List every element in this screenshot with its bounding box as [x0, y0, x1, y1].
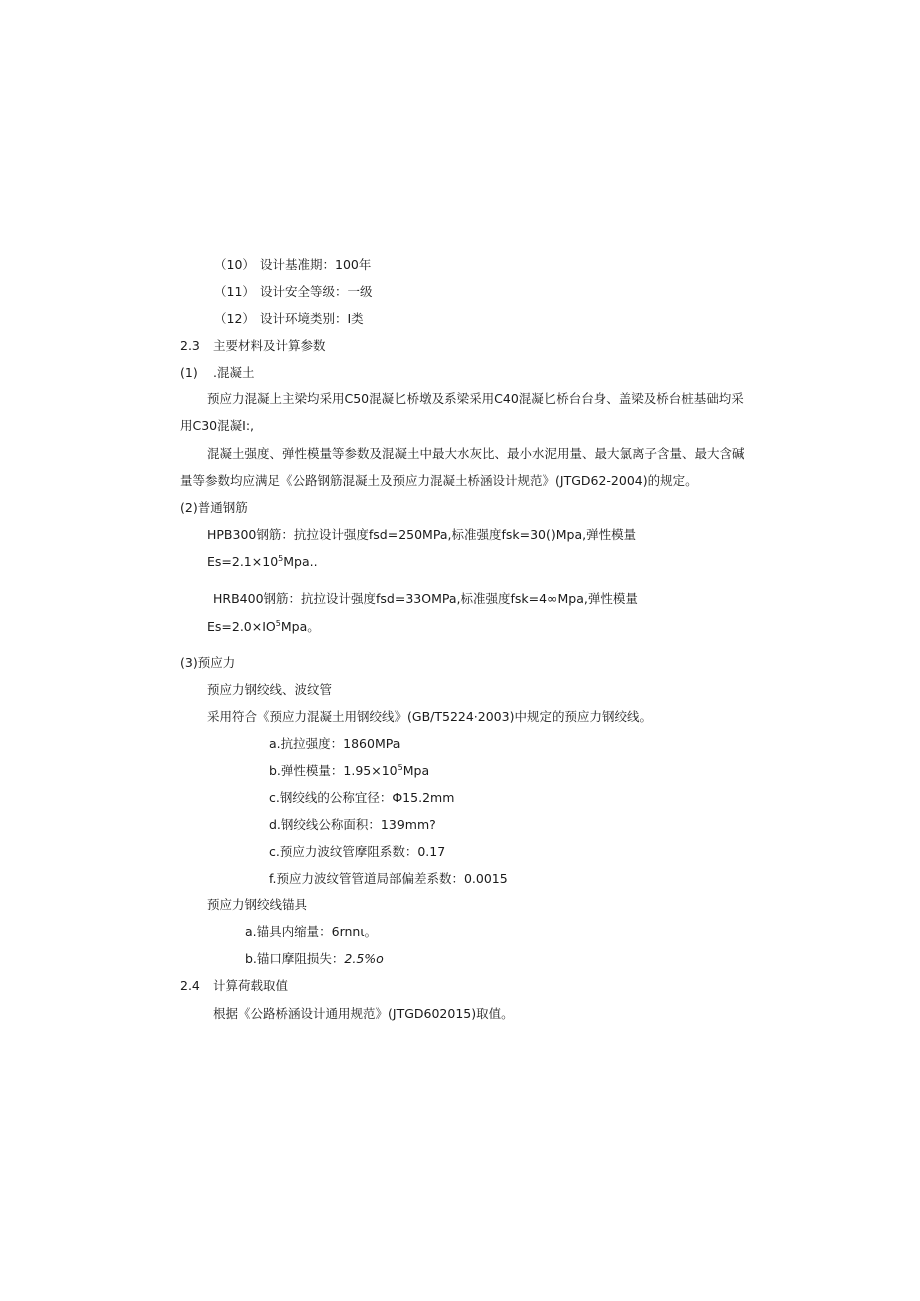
concrete-title: .混凝土: [213, 365, 255, 380]
strand-property-f-text: f.预应力波纹管管道局部偏差系数：0.0015: [269, 871, 508, 886]
anchor-property-b-label: b.锚口摩阻损失：: [245, 951, 345, 966]
section-2-4-title: 计算荷载取值: [213, 978, 289, 993]
hpb300-spec: HPB300钢筋：抗拉设计强度fsd=250MPa,标准强度fsk=30()Mpa,弹性模量: [207, 527, 637, 542]
item-11-number: （11）: [214, 284, 255, 299]
item-10-number: （10）: [214, 257, 255, 272]
strand-property-d: [269, 817, 436, 833]
hpb300-modulus-unit: Mpa..: [283, 554, 318, 569]
strand-property-b-exponent: 5: [397, 762, 403, 772]
strand-property-b-unit: Mpa: [402, 763, 430, 778]
strand-property-d-text: d.钢绞线公称面积：139mm?: [269, 817, 436, 832]
hpb300-modulus: [207, 554, 318, 570]
section-2-4-number: 2.4: [180, 978, 200, 993]
concrete-paragraph-2-line-1: 混凝土强度、弹性模量等参数及混凝土中最大水灰比、最小水泥用量、最大氯离子含量、最大含碱: [207, 446, 745, 461]
hpb300-modulus-base: Es=2.1×10: [207, 554, 279, 569]
prestress-title: (3)预应力: [180, 655, 236, 670]
strand-property-a: [269, 736, 400, 752]
anchor-title: 预应力钢绞线锚具: [207, 897, 308, 912]
strand-description: 采用符合《预应力混凝土用钢绞线》(GB/T5224·2003)中规定的预应力钢绞线。: [207, 709, 652, 724]
strand-title: 预应力钢绞线、波纹管: [207, 682, 333, 697]
strand-property-b-text: b.弹性模量：1.95×10: [269, 763, 398, 778]
anchor-property-a: a.锚具内缩量：6rnnι。: [245, 924, 378, 939]
strand-property-c: [269, 790, 454, 806]
item-12-text: 设计环境类别：I类: [260, 311, 364, 326]
concrete-paragraph-1-line-1: 预应力混凝上主梁均采用C50混凝匕桥墩及系梁采用C40混凝匕桥台台身、盖梁及桥台桩基础均采: [207, 391, 744, 406]
strand-property-e: [269, 844, 445, 860]
load-standard-text: 根据《公路桥涵设计通用规范》(JTGD602015)取值。: [213, 1006, 514, 1021]
anchor-property-b-value: 2.5%o: [344, 951, 384, 966]
hpb300-modulus-exponent: 5: [278, 553, 284, 563]
rebar-title: (2)普通钢筋: [180, 500, 248, 515]
hrb400-modulus-unit: Mpa。: [280, 619, 320, 634]
item-12-number: （12）: [214, 311, 255, 326]
hrb400-spec: HRB400钢筋：抗拉设计强度fsd=33OMPa,标准强度fsk=4∞Mpa,弹性模量: [213, 591, 638, 606]
strand-property-a-text: a.抗拉强度：1860MPa: [269, 736, 401, 751]
section-2-3-title: 主要材料及计算参数: [213, 338, 326, 353]
strand-property-b: [269, 763, 429, 779]
strand-property-e-text: c.预应力波纹管摩阻系数：0.17: [269, 844, 446, 859]
concrete-paragraph-2-line-2: 量等参数均应满足《公路钢筋混凝土及预应力混凝土桥涵设计规范》(JTGD62-2004)的规定。: [180, 473, 698, 488]
strand-property-c-text: c.钢绞线的公称宜径：Φ15.2mm: [269, 790, 455, 805]
item-11-text: 设计安全等级：一级: [260, 284, 373, 299]
concrete-paragraph-1-line-2: 用C30混凝I:,: [180, 418, 255, 433]
hrb400-modulus-base: Es=2.0×IO: [207, 619, 276, 634]
concrete-number: (1): [180, 365, 198, 380]
strand-property-f: [269, 871, 508, 887]
item-10-text: 设计基准期：100年: [260, 257, 372, 272]
anchor-property-b: [245, 951, 384, 967]
section-2-3-number: 2.3: [180, 338, 200, 353]
hrb400-modulus: [207, 619, 320, 635]
hrb400-modulus-exponent: 5: [275, 618, 281, 628]
